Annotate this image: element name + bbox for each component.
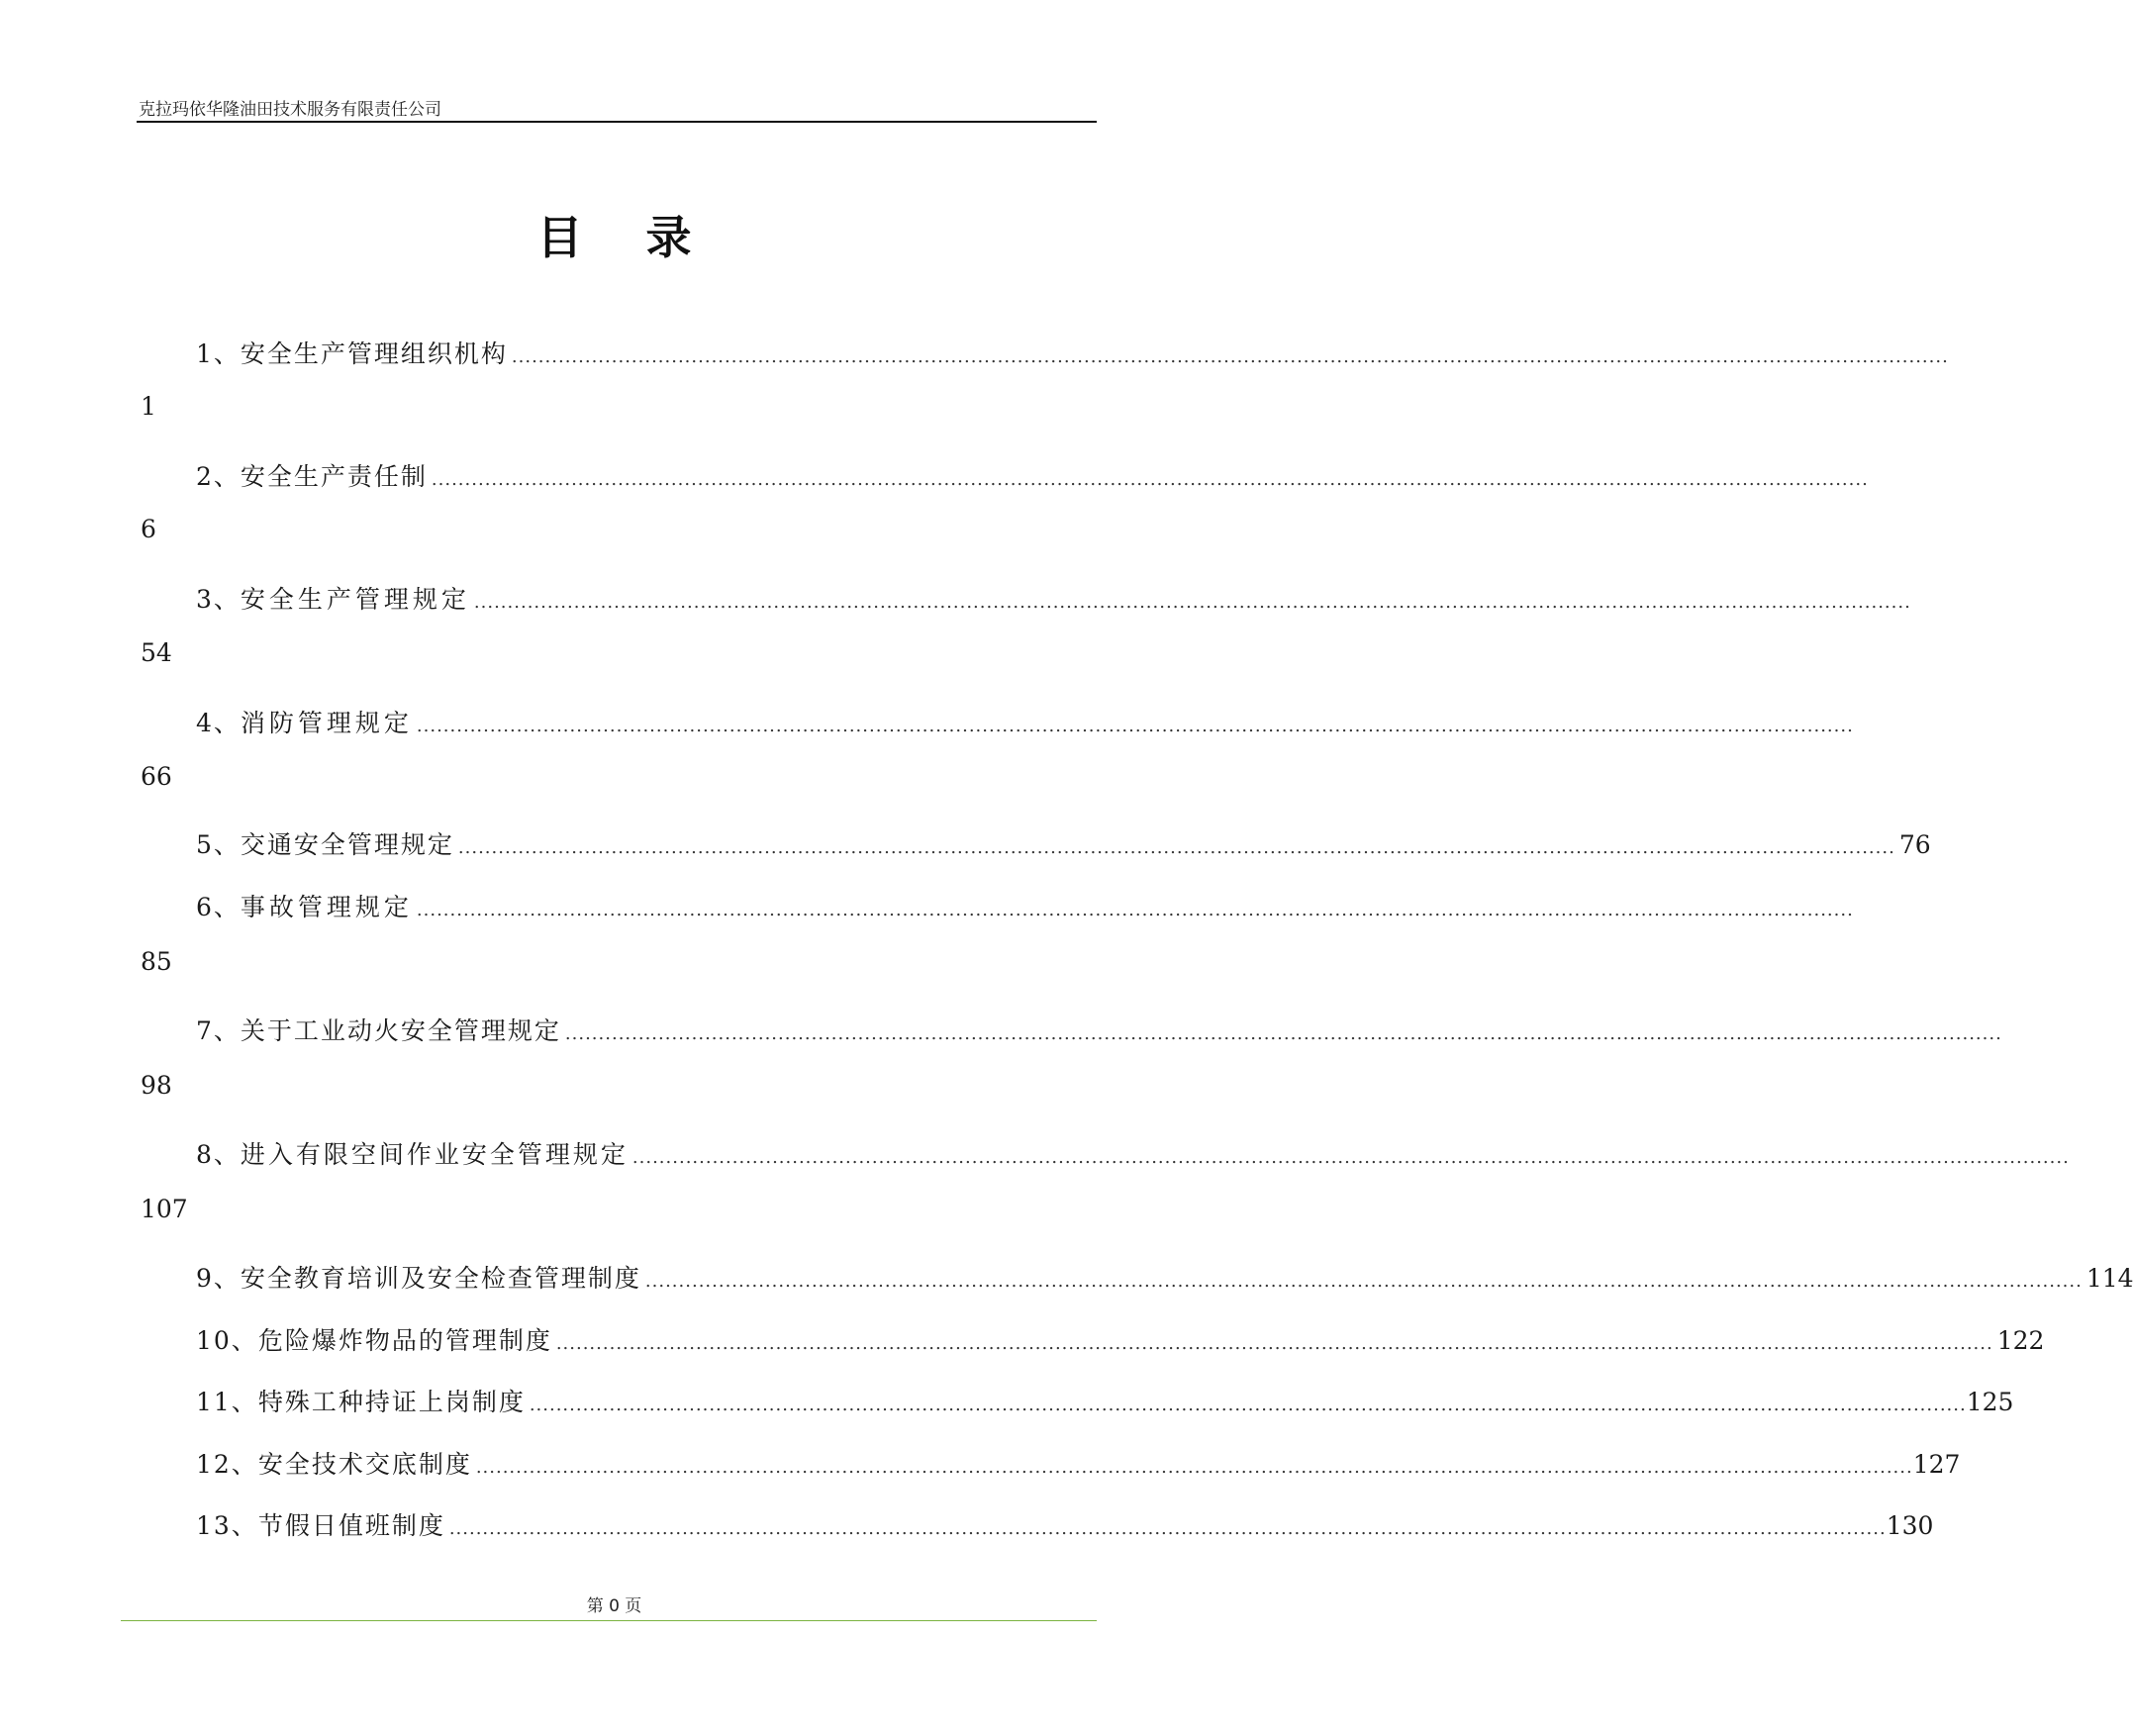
dot-leader: ........................................................................................................................................................................................................................ (631, 1147, 2070, 1168)
toc-entry-2[interactable] (196, 457, 1869, 493)
toc-entry-number: 7、 (196, 1016, 241, 1045)
dot-leader: ........................................................................................................................................................................................................................ (511, 346, 1949, 367)
toc-entry-title: 特殊工种持证上岗制度 (257, 1388, 526, 1416)
toc-entry-9[interactable] (196, 1259, 2134, 1295)
toc-entry-page-number[interactable]: 66 (141, 762, 172, 791)
toc-entry-number: 3、 (196, 585, 241, 614)
page-title: 目录 (536, 211, 755, 264)
dot-leader: ........................................................................................................................................................................................................................ (564, 1023, 2002, 1044)
toc-entry-page-number[interactable]: 85 (141, 947, 172, 976)
dot-leader: ........................................................................................................................................................................................................................ (555, 1333, 1993, 1354)
toc-entry-number: 13、 (196, 1511, 258, 1540)
toc-entry-number: 11、 (196, 1388, 258, 1416)
toc-entry-title: 消防管理规定 (240, 709, 413, 737)
toc-entry-number: 12、 (196, 1450, 258, 1479)
toc-entry-title: 安全生产责任制 (240, 462, 428, 491)
dot-leader: ........................................................................................................................................................................................................................ (431, 469, 1869, 490)
toc-entry-5[interactable] (196, 825, 1931, 861)
toc-entry-title: 安全技术交底制度 (257, 1450, 472, 1479)
toc-entry-page-number[interactable]: 107 (141, 1195, 188, 1223)
dot-leader: ........................................................................................................................................................................................................................ (644, 1271, 2083, 1292)
dot-leader: ........................................................................................................................................................................................................................ (457, 837, 1895, 858)
toc-entry-number: 10、 (196, 1326, 258, 1355)
toc-entry-12[interactable] (196, 1445, 1961, 1481)
header-company-name: 克拉玛依华隆油田技术服务有限责任公司 (139, 100, 441, 120)
toc-entry-number: 4、 (196, 709, 241, 737)
toc-entry-page-number[interactable]: 6 (141, 515, 156, 543)
dot-leader: ........................................................................................................................................................................................................................ (475, 1457, 1913, 1478)
toc-entry-title: 安全生产管理规定 (240, 585, 470, 614)
toc-entry-page-number[interactable]: 98 (141, 1071, 172, 1100)
dot-leader: ........................................................................................................................................................................................................................ (416, 716, 1854, 736)
toc-entry-page-number: 127 (1912, 1450, 1961, 1479)
toc-entry-11[interactable] (196, 1383, 2014, 1418)
toc-entry-title: 节假日值班制度 (257, 1511, 445, 1540)
toc-entry-number: 9、 (196, 1264, 241, 1293)
toc-entry-title: 事故管理规定 (240, 893, 413, 921)
dot-leader: ........................................................................................................................................................................................................................ (416, 900, 1854, 920)
toc-entry-8[interactable] (196, 1135, 2070, 1171)
toc-entry-4[interactable] (196, 704, 1854, 739)
toc-entry-number: 8、 (196, 1140, 241, 1169)
toc-entry-page-number: 76 (1898, 830, 1931, 859)
dot-leader: ........................................................................................................................................................................................................................ (448, 1518, 1887, 1539)
toc-entry-6[interactable] (196, 888, 1854, 923)
header-divider (137, 121, 1097, 123)
toc-entry-page-number: 122 (1996, 1326, 2045, 1355)
toc-entry-title: 安全教育培训及安全检查管理制度 (240, 1264, 641, 1293)
toc-entry-page-number: 114 (2086, 1264, 2134, 1293)
toc-entry-page-number[interactable]: 54 (141, 638, 172, 667)
dot-leader: ........................................................................................................................................................................................................................ (529, 1395, 1967, 1415)
toc-entry-number: 2、 (196, 462, 241, 491)
toc-entry-title: 危险爆炸物品的管理制度 (257, 1326, 552, 1355)
footer-divider (121, 1620, 1097, 1621)
toc-entry-title: 交通安全管理规定 (240, 830, 454, 859)
toc-entry-7[interactable] (196, 1012, 2002, 1047)
toc-entry-3[interactable] (196, 580, 1911, 616)
toc-entry-13[interactable] (196, 1506, 1934, 1542)
toc-entry-page-number: 125 (1966, 1388, 2014, 1416)
toc-entry-10[interactable] (196, 1321, 2045, 1357)
toc-entry-1[interactable] (196, 335, 1949, 370)
toc-entry-page-number[interactable]: 1 (141, 392, 156, 421)
toc-entry-number: 6、 (196, 893, 241, 921)
toc-entry-number: 5、 (196, 830, 241, 859)
toc-entry-title: 关于工业动火安全管理规定 (240, 1016, 561, 1045)
toc-entry-page-number: 130 (1886, 1511, 1934, 1540)
toc-entry-number: 1、 (196, 339, 241, 368)
dot-leader: ........................................................................................................................................................................................................................ (473, 592, 1911, 613)
footer-page-label: 第 0 页 (586, 1596, 642, 1616)
toc-entry-title: 安全生产管理组织机构 (240, 339, 508, 368)
toc-entry-title: 进入有限空间作业安全管理规定 (240, 1140, 629, 1169)
